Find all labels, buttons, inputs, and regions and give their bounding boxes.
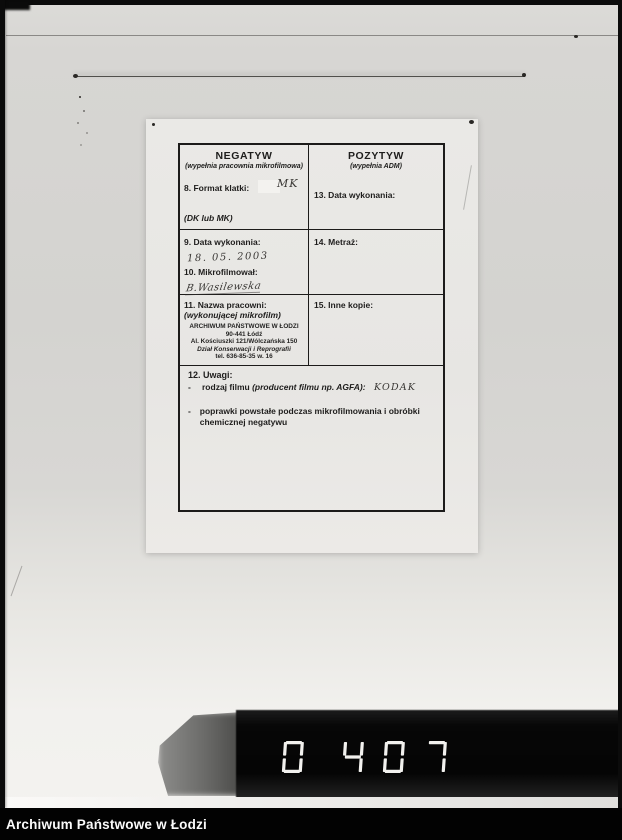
- workshop-stamp: [184, 323, 304, 361]
- archive-caption-text: Archiwum Państwowe w Łodzi: [6, 816, 207, 832]
- form-row-date: [180, 230, 443, 295]
- scratch-end-speck: [574, 35, 578, 38]
- film-edge-light-band: [0, 797, 622, 808]
- field-9-handwritten-value: 18. 05. 2003: [186, 250, 269, 265]
- counter-digit: [424, 741, 447, 773]
- form-row-uwagi: [180, 366, 443, 510]
- film-edge-left: [0, 0, 5, 808]
- cell-negatyw-format: [180, 145, 309, 229]
- uwagi-item-1-label: rodzaj filmu: [202, 382, 250, 392]
- column-subtitle-pozytyw: (wypełnia ADM): [350, 163, 402, 170]
- microfilm-form-table: [178, 143, 445, 512]
- field-10-handwritten-signature: B.Wasilewska: [185, 280, 263, 295]
- field-14-label: 14. Metraż:: [314, 237, 358, 247]
- cell-inne-kopie: [309, 295, 443, 365]
- field-13-label: 13. Data wykonania:: [314, 190, 396, 200]
- cell-nazwa-pracowni: [180, 295, 309, 365]
- film-scratch-line-lower: [74, 76, 525, 77]
- uwagi-item-1-handwritten-value: KODAK: [373, 382, 417, 393]
- film-edge-right: [618, 0, 622, 808]
- stamp-line-address: Al. Kościuszki 121/Wólczańska 150: [190, 338, 298, 346]
- scratch-end-speck: [522, 73, 526, 77]
- film-scratch-line-upper: [6, 35, 618, 36]
- uwagi-item-1-note: (producent filmu np. AGFA):: [252, 382, 366, 392]
- uwagi-item-2-text: poprawki powstałe podczas mikrofilmowania i obróbki chemicznej negatywu: [199, 406, 420, 427]
- field-9-label: 9. Data wykonania:: [184, 237, 261, 247]
- scratch-end-speck: [73, 74, 78, 78]
- counter-digit: [382, 741, 405, 773]
- column-header-negatyw: NEGATYW: [215, 150, 273, 162]
- field-12-label: 12. Uwagi:: [188, 370, 233, 380]
- stamp-line-postcode: 90-441 Łódź: [225, 330, 263, 338]
- uwagi-item-1: [188, 382, 435, 393]
- field-8-handwritten-value: MK: [277, 177, 299, 190]
- cell-pozytyw-data: [309, 145, 443, 229]
- cell-data-wykonania: [180, 230, 309, 294]
- field-15-label: 15. Inne kopie:: [314, 300, 374, 310]
- field-8-note: (DK lub MK): [184, 213, 233, 223]
- dust-specks: [79, 96, 81, 98]
- counter-device-blur-edge: [158, 712, 242, 796]
- film-edge-top: [0, 0, 622, 5]
- field-11-note: (wykonującej mikrofilm): [184, 310, 281, 320]
- uwagi-item-2: [188, 406, 435, 428]
- paper-corner-mark: [152, 123, 155, 126]
- field-11-label: 11. Nazwa pracowni:: [184, 300, 267, 310]
- stamp-line-department: Dział Konserwacji i Reprografii: [197, 345, 291, 353]
- column-header-pozytyw: POZYTYW: [347, 150, 405, 162]
- form-row-pracownia: [180, 295, 443, 366]
- form-row-format: [180, 145, 443, 230]
- field-8-label: 8. Format klatki:: [184, 183, 250, 193]
- stamp-line-archive-name: ARCHIWUM PAŃSTWOWE W ŁODZI: [189, 323, 299, 330]
- bullet-dash: -: [188, 406, 191, 416]
- frame-counter-display: [281, 741, 447, 773]
- column-subtitle-negatyw: (wypełnia pracownia mikrofilmowa): [185, 163, 303, 170]
- archive-caption-bar: [0, 808, 622, 840]
- field-10-label: 10. Mikrofilmował:: [184, 267, 258, 277]
- counter-digit: [341, 741, 364, 773]
- film-scratch-small: [11, 566, 23, 596]
- cell-metraz: [309, 230, 443, 294]
- stamp-line-phone: tel. 636-85-35 w. 16: [215, 353, 273, 361]
- bullet-dash: -: [188, 382, 191, 392]
- counter-digit: [281, 741, 304, 773]
- paper-corner-mark: [469, 120, 474, 124]
